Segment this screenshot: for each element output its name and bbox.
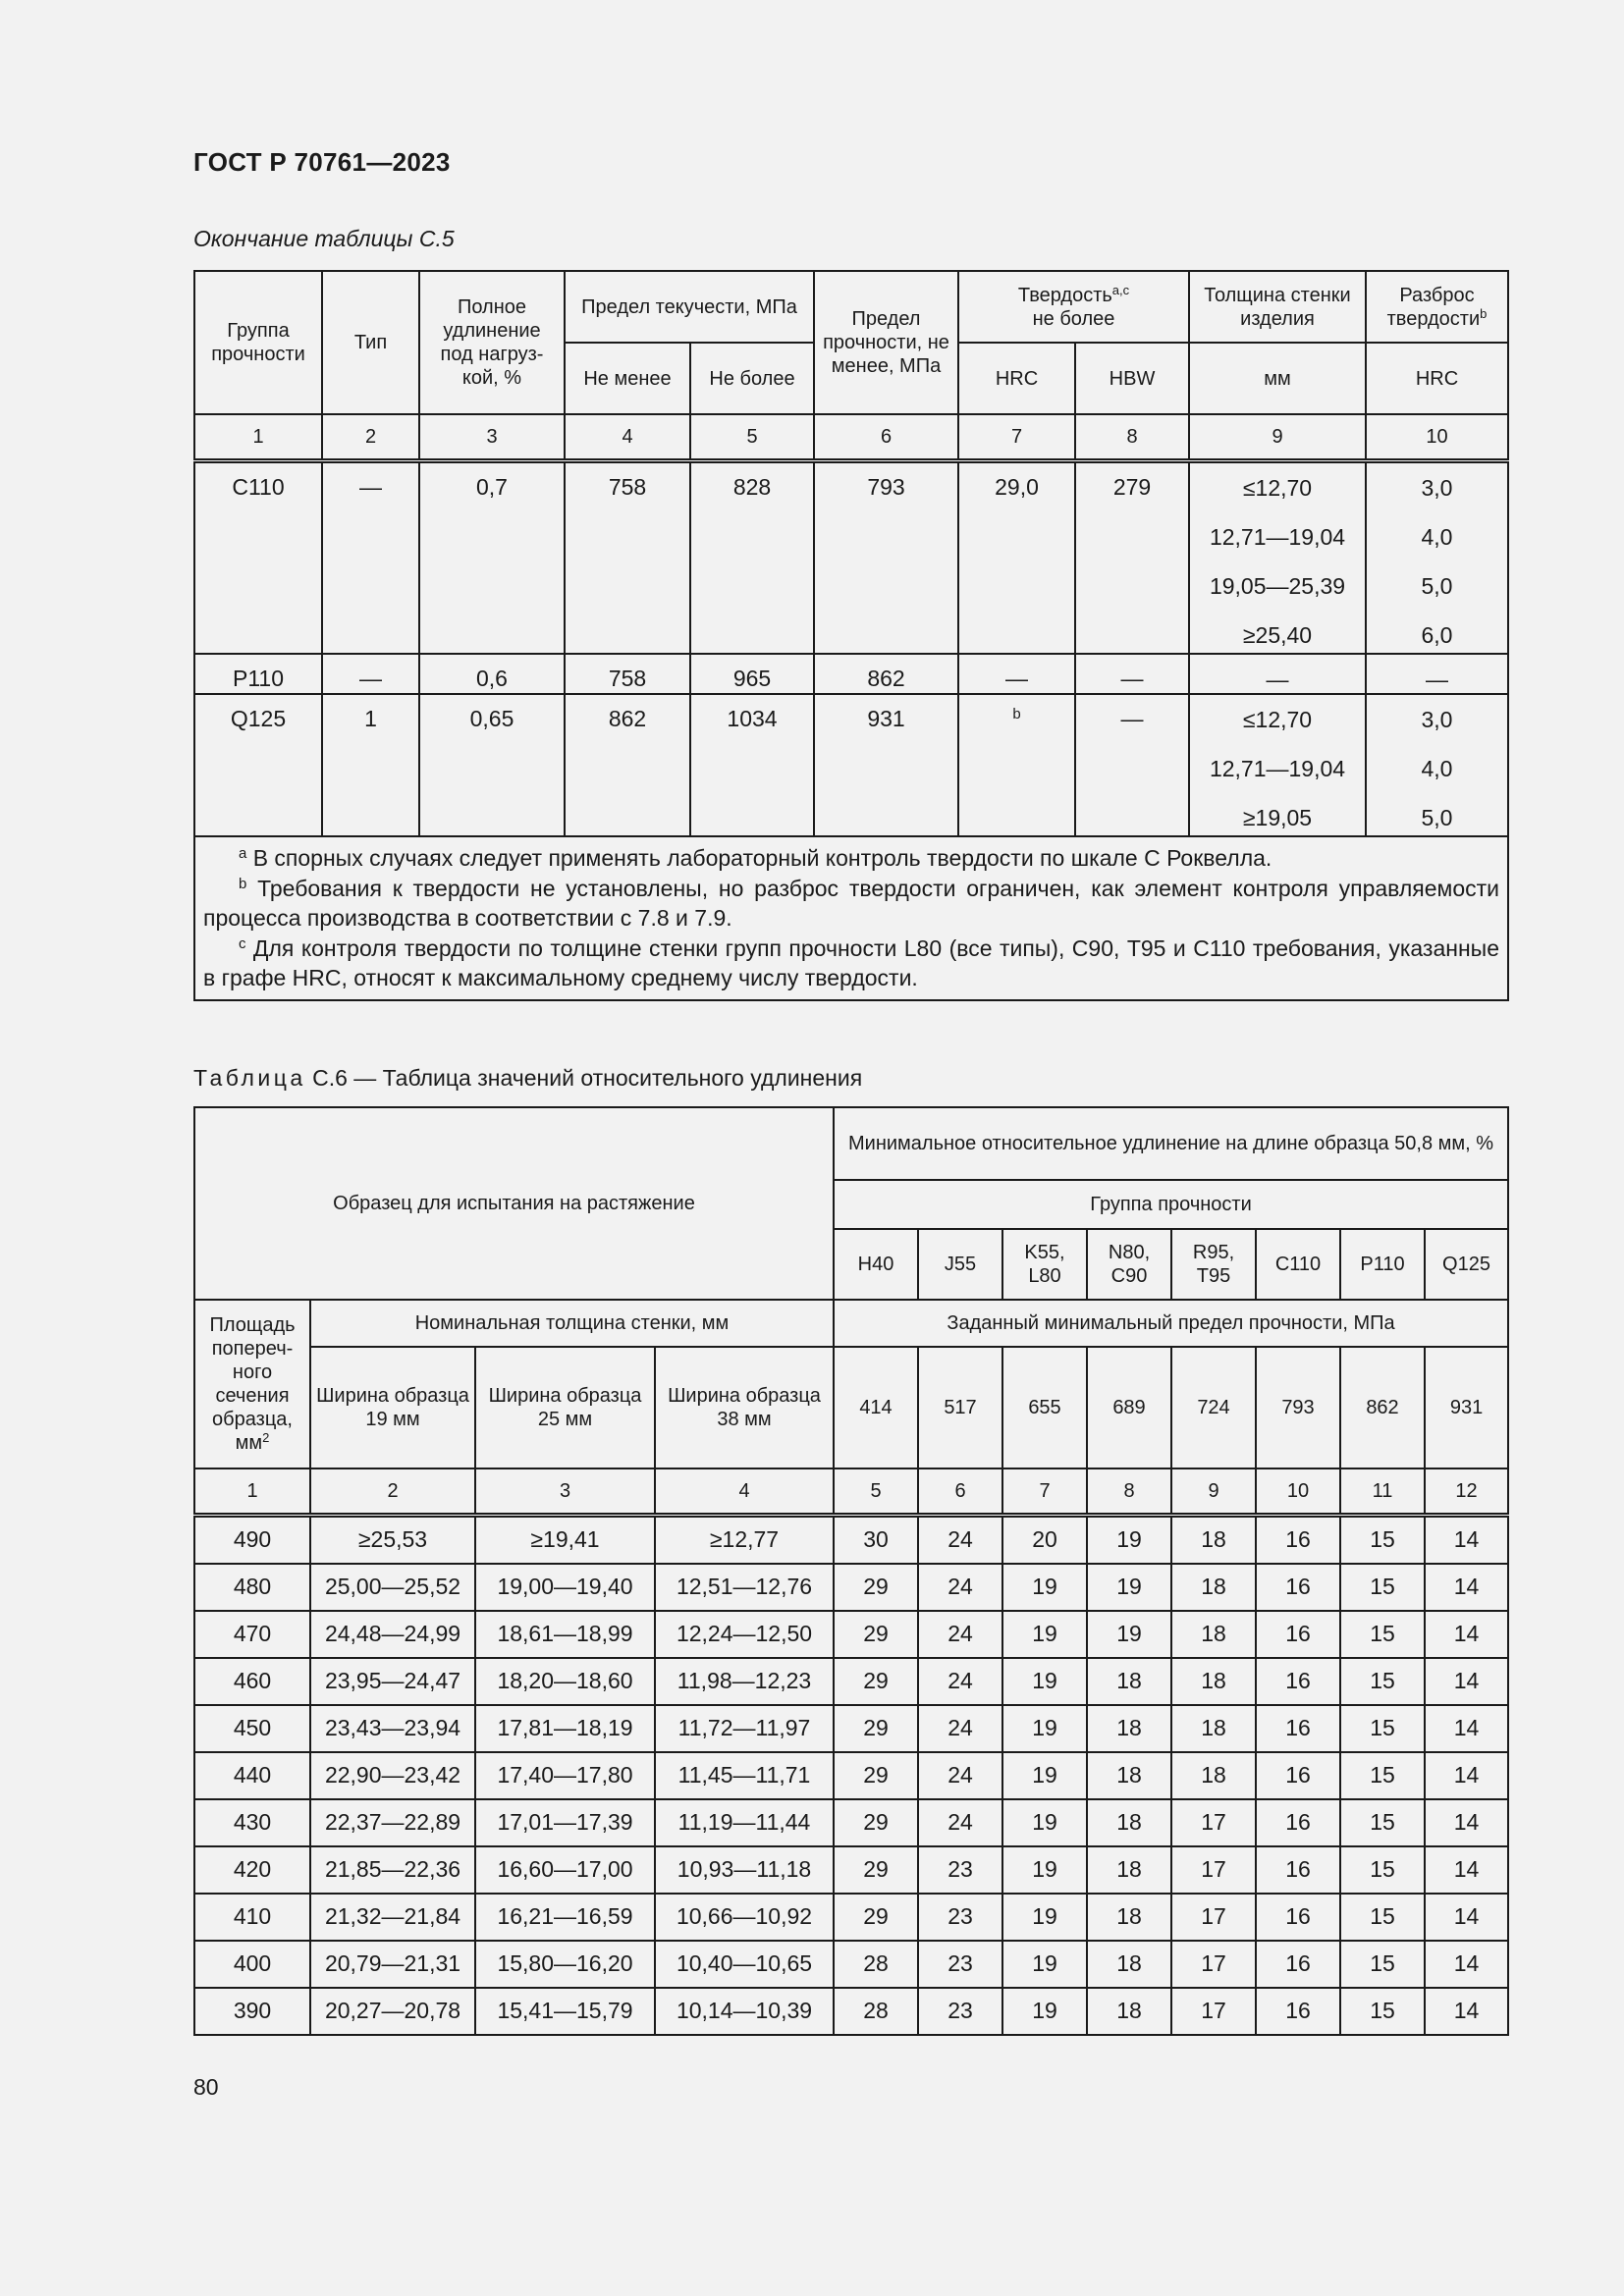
table-cell: 430: [194, 1799, 310, 1846]
table-cell: 15,41—15,79: [475, 1988, 655, 2035]
table-row: [194, 1988, 1508, 2035]
table-cell: 15: [1340, 1941, 1425, 1988]
table-cell: 18: [1171, 1705, 1256, 1752]
table-row: [194, 1894, 1508, 1941]
table-cell: 25,00—25,52: [310, 1564, 475, 1611]
t5-cell-spread: [1366, 461, 1508, 655]
table-row: [194, 1799, 1508, 1846]
t5-wall-value: 19,05—25,39: [1209, 573, 1346, 599]
table-cell: 29: [834, 1799, 918, 1846]
t6-caption-label: Таблица: [193, 1065, 306, 1091]
table-cell: 28: [834, 1941, 918, 1988]
table-cell: 28: [834, 1988, 918, 2035]
t5-wall-value: 12,71—19,04: [1209, 524, 1346, 550]
table-cell: 29: [834, 1752, 918, 1799]
t5-cell-hbw: 279: [1075, 461, 1189, 655]
t5-header-tensile: Предел прочности, не менее, МПа: [814, 271, 958, 414]
t6-tensile-value: 931: [1425, 1347, 1508, 1468]
table-cell: 15: [1340, 1894, 1425, 1941]
table-cell: 15: [1340, 1988, 1425, 2035]
t5-cell-type: —: [322, 654, 419, 694]
t5-cell-hrc: 29,0: [958, 461, 1075, 655]
t5-spread-value: 5,0: [1421, 573, 1453, 599]
table-cell: 15: [1340, 1705, 1425, 1752]
table-cell: 16: [1256, 1846, 1340, 1894]
table-cell: 18: [1087, 1988, 1171, 2035]
t6-tensile-value: 862: [1340, 1347, 1425, 1468]
table-cell: 14: [1425, 1799, 1508, 1846]
t5-colnum: 1: [194, 414, 322, 461]
t5-spread-sup: b: [1480, 305, 1488, 321]
table-cell: 15: [1340, 1846, 1425, 1894]
table-cell: 23,43—23,94: [310, 1705, 475, 1752]
table-c6: [193, 1106, 1509, 2036]
table-cell: 29: [834, 1564, 918, 1611]
t5-cell-type: 1: [322, 694, 419, 836]
table-cell: 19: [1002, 1752, 1087, 1799]
table-cell: 11,72—11,97: [655, 1705, 834, 1752]
table-cell: 11,98—12,23: [655, 1658, 834, 1705]
t5-colnum: 2: [322, 414, 419, 461]
table-cell: 12,24—12,50: [655, 1611, 834, 1658]
table-cell: 17,40—17,80: [475, 1752, 655, 1799]
table-cell: 19: [1002, 1705, 1087, 1752]
table-cell: 23: [918, 1846, 1002, 1894]
t5-footnotes: [194, 836, 1508, 1000]
t5-column-numbers: [194, 414, 1508, 461]
table-cell: 17: [1171, 1894, 1256, 1941]
table-cell: 24: [918, 1799, 1002, 1846]
table-cell: 24: [918, 1564, 1002, 1611]
table-cell: 18,20—18,60: [475, 1658, 655, 1705]
table-cell: 17: [1171, 1988, 1256, 2035]
table-cell: 29: [834, 1658, 918, 1705]
table-cell: 19: [1002, 1846, 1087, 1894]
table-cell: 15: [1340, 1658, 1425, 1705]
t5-cell-yield-max: 965: [690, 654, 814, 694]
t5-cell-group: Q125: [194, 694, 322, 836]
t5-cell-elongation: 0,7: [419, 461, 565, 655]
table-cell: 400: [194, 1941, 310, 1988]
table-cell: 19: [1002, 1941, 1087, 1988]
t6-group-label: N80, C90: [1087, 1229, 1171, 1300]
t6-colnum: 8: [1087, 1468, 1171, 1516]
table-cell: 470: [194, 1611, 310, 1658]
t5-header-spread: [1366, 271, 1508, 343]
t5-wall-value: ≤12,70: [1242, 475, 1313, 501]
t5-footnote-b: [203, 874, 1499, 934]
t5-hrc-footnote-ref: b: [1012, 705, 1021, 722]
table-cell: 19: [1087, 1564, 1171, 1611]
table-cell: 390: [194, 1988, 310, 2035]
table-cell: 15: [1340, 1752, 1425, 1799]
t6-colnum: 11: [1340, 1468, 1425, 1516]
table-cell: 18: [1087, 1799, 1171, 1846]
t5-spread-value: 6,0: [1421, 622, 1453, 648]
table-cell: 24: [918, 1705, 1002, 1752]
t6-colnum: 5: [834, 1468, 918, 1516]
table-cell: 24: [918, 1516, 1002, 1565]
table-cell: 19: [1087, 1611, 1171, 1658]
table-cell: 18: [1171, 1752, 1256, 1799]
t5-footnotes-row: [194, 836, 1508, 1000]
t6-body: [194, 1516, 1508, 2036]
table-cell: ≥19,41: [475, 1516, 655, 1565]
table-cell: 23: [918, 1941, 1002, 1988]
table-row: [194, 1516, 1508, 1565]
table-cell: 16: [1256, 1705, 1340, 1752]
t6-colnum: 1: [194, 1468, 310, 1516]
table-cell: ≥12,77: [655, 1516, 834, 1565]
t5-row-p110: [194, 654, 1508, 694]
table-c6-caption: [193, 1065, 862, 1092]
table-cell: 19: [1087, 1516, 1171, 1565]
page-number: 80: [193, 2074, 219, 2100]
table-cell: 17: [1171, 1799, 1256, 1846]
table-cell: 18: [1171, 1658, 1256, 1705]
t5-cell-tensile: 931: [814, 694, 958, 836]
t6-colnum: 9: [1171, 1468, 1256, 1516]
t5-cell-yield-min: 758: [565, 654, 690, 694]
table-cell: 460: [194, 1658, 310, 1705]
table-cell: 14: [1425, 1611, 1508, 1658]
t6-colnum: 3: [475, 1468, 655, 1516]
t6-group-label: P110: [1340, 1229, 1425, 1300]
table-cell: 14: [1425, 1658, 1508, 1705]
t5-wall-value: ≥19,05: [1242, 805, 1313, 830]
t5-cell-type: —: [322, 461, 419, 655]
table-cell: 19: [1002, 1611, 1087, 1658]
t6-header-nominal: Номинальная толщина стенки, мм: [310, 1300, 834, 1347]
table-cell: 21,85—22,36: [310, 1846, 475, 1894]
t5-footnote-c: [203, 934, 1499, 993]
table-row: [194, 1941, 1508, 1988]
table-cell: 17: [1171, 1846, 1256, 1894]
table-cell: 11,19—11,44: [655, 1799, 834, 1846]
table-cell: 14: [1425, 1564, 1508, 1611]
table-cell: 15: [1340, 1799, 1425, 1846]
t5-header-yield: Предел текучести, МПа: [565, 271, 814, 343]
table-cell: 14: [1425, 1516, 1508, 1565]
t5-wall-value: ≤12,70: [1242, 707, 1313, 732]
table-cell: 17: [1171, 1941, 1256, 1988]
table-cell: 20,79—21,31: [310, 1941, 475, 1988]
table-cell: 16: [1256, 1564, 1340, 1611]
table-row: [194, 1611, 1508, 1658]
table-cell: 16,60—17,00: [475, 1846, 655, 1894]
table-row: [194, 1658, 1508, 1705]
t6-colnum: 12: [1425, 1468, 1508, 1516]
t5-row-c110: [194, 461, 1508, 655]
table-cell: 14: [1425, 1941, 1508, 1988]
t6-tensile-value: 689: [1087, 1347, 1171, 1468]
table-cell: 20: [1002, 1516, 1087, 1565]
table-cell: 18: [1087, 1894, 1171, 1941]
t6-column-numbers: [194, 1468, 1508, 1516]
table-cell: 420: [194, 1846, 310, 1894]
t5-cell-spread: [1366, 654, 1508, 694]
table-cell: 14: [1425, 1752, 1508, 1799]
t5-cell-group: С110: [194, 461, 322, 655]
table-cell: 15: [1340, 1564, 1425, 1611]
table-cell: 16: [1256, 1516, 1340, 1565]
table-cell: 24: [918, 1752, 1002, 1799]
table-cell: 19,00—19,40: [475, 1564, 655, 1611]
t5-wall-value: 12,71—19,04: [1209, 756, 1346, 781]
t5-row-q125: [194, 694, 1508, 836]
t5-cell-tensile: 793: [814, 461, 958, 655]
table-cell: 15,80—16,20: [475, 1941, 655, 1988]
table-cell: 18: [1087, 1752, 1171, 1799]
table-cell: 18: [1087, 1658, 1171, 1705]
table-c5: [193, 270, 1509, 1001]
footnote-text: Для контроля твердости по толщине стенки групп прочности L80 (все типы), С90, Т95 и С110 требования, указанные в графе HRC, относят к максимальному среднему числу твердости.: [203, 934, 1499, 990]
table-cell: 20,27—20,78: [310, 1988, 475, 2035]
t6-header-w25: Ширина образца 25 мм: [475, 1347, 655, 1468]
t5-spread-label: Разброс твердости: [1386, 284, 1481, 330]
table-cell: 450: [194, 1705, 310, 1752]
t5-colnum: 6: [814, 414, 958, 461]
table-cell: 440: [194, 1752, 310, 1799]
t6-header-sample: Образец для испытания на растяжение: [194, 1107, 834, 1300]
t5-header-yield-min: Не менее: [565, 343, 690, 414]
footnote-text: Требования к твердости не установлены, но разброс твердости ограничен, как элемент контроля управляемости процесса производства в соответствии с 7.8 и 7.9.: [203, 875, 1499, 931]
t5-footnote-a: [203, 843, 1499, 874]
table-cell: 14: [1425, 1705, 1508, 1752]
table-cell: 29: [834, 1846, 918, 1894]
t5-spread-value: 4,0: [1421, 524, 1453, 550]
table-cell: 15: [1340, 1516, 1425, 1565]
table-cell: 480: [194, 1564, 310, 1611]
table-c5-caption: Окончание таблицы С.5: [193, 226, 455, 251]
t5-header-type: Тип: [322, 271, 419, 414]
t6-tensile-value: 414: [834, 1347, 918, 1468]
t5-cell-hrc: —: [958, 654, 1075, 694]
table-cell: 14: [1425, 1846, 1508, 1894]
t5-spread-value: 3,0: [1421, 475, 1453, 501]
t5-header-wall-unit: мм: [1189, 343, 1366, 414]
table-cell: 19: [1002, 1658, 1087, 1705]
t5-cell-yield-max: 828: [690, 461, 814, 655]
t6-tensile-value: 655: [1002, 1347, 1087, 1468]
t5-cell-elongation: 0,6: [419, 654, 565, 694]
t5-hardness-note: не более: [1032, 307, 1115, 330]
table-row: [194, 1752, 1508, 1799]
t5-spread-value: 4,0: [1421, 756, 1453, 781]
t6-colnum: 10: [1256, 1468, 1340, 1516]
t6-area-sup: 2: [262, 1429, 270, 1445]
table-cell: 17,01—17,39: [475, 1799, 655, 1846]
table-cell: 23,95—24,47: [310, 1658, 475, 1705]
t6-tensile-value: 517: [918, 1347, 1002, 1468]
table-cell: 10,66—10,92: [655, 1894, 834, 1941]
t6-colnum: 4: [655, 1468, 834, 1516]
table-cell: 16: [1256, 1611, 1340, 1658]
footnote-mark: b: [239, 875, 247, 892]
t5-spread-value: 5,0: [1421, 805, 1453, 830]
table-cell: 10,40—10,65: [655, 1941, 834, 1988]
t6-tensile-value: 724: [1171, 1347, 1256, 1468]
table-cell: 18: [1087, 1846, 1171, 1894]
table-cell: 16: [1256, 1799, 1340, 1846]
table-cell: 10,93—11,18: [655, 1846, 834, 1894]
table-cell: 19: [1002, 1799, 1087, 1846]
footnote-mark: a: [239, 844, 247, 862]
t5-header-elongation: Полное удлинение под нагруз-кой, %: [419, 271, 565, 414]
t6-group-label: K55, L80: [1002, 1229, 1087, 1300]
table-cell: 18: [1171, 1516, 1256, 1565]
table-cell: 18: [1171, 1611, 1256, 1658]
table-cell: 18: [1087, 1941, 1171, 1988]
table-cell: 18,61—18,99: [475, 1611, 655, 1658]
table-cell: 22,90—23,42: [310, 1752, 475, 1799]
t6-area-label: Площадь попереч-ного сечения образца, мм: [209, 1314, 296, 1454]
table-row: [194, 1846, 1508, 1894]
t6-colnum: 6: [918, 1468, 1002, 1516]
table-cell: 19: [1002, 1894, 1087, 1941]
t5-hardness-label: Твердость: [1017, 284, 1112, 306]
t6-header-area: [194, 1300, 310, 1468]
table-row: [194, 1705, 1508, 1752]
table-cell: 15: [1340, 1611, 1425, 1658]
footnote-mark: c: [239, 934, 246, 952]
table-cell: 23: [918, 1988, 1002, 2035]
t6-header-min-elong: Минимальное относительное удлинение на длине образца 50,8 мм, %: [834, 1107, 1508, 1180]
t5-header-hardness: [958, 271, 1189, 343]
t5-cell-yield-min: 758: [565, 461, 690, 655]
table-cell: 29: [834, 1611, 918, 1658]
table-cell: 16: [1256, 1752, 1340, 1799]
table-cell: 24: [918, 1611, 1002, 1658]
footnote-text: В спорных случаях следует применять лабораторный контроль твердости по шкале С Роквелла.: [252, 845, 1272, 871]
t6-colnum: 2: [310, 1468, 475, 1516]
table-cell: 16: [1256, 1941, 1340, 1988]
table-cell: 29: [834, 1894, 918, 1941]
table-cell: 18: [1087, 1705, 1171, 1752]
t6-header-tensile: Заданный минимальный предел прочности, МПа: [834, 1300, 1508, 1347]
t5-header-hrc: HRC: [958, 343, 1075, 414]
t6-group-label: Q125: [1425, 1229, 1508, 1300]
t5-colnum: 7: [958, 414, 1075, 461]
t6-caption-text: С.6 — Таблица значений относительного удлинения: [312, 1065, 863, 1091]
table-cell: 490: [194, 1516, 310, 1565]
t6-header-w19: Ширина образца 19 мм: [310, 1347, 475, 1468]
t5-cell-elongation: 0,65: [419, 694, 565, 836]
document-title: ГОСТ Р 70761—2023: [193, 147, 451, 177]
table-cell: 17,81—18,19: [475, 1705, 655, 1752]
t5-colnum: 8: [1075, 414, 1189, 461]
t5-cell-hrc: [958, 694, 1075, 836]
table-cell: 14: [1425, 1988, 1508, 2035]
t6-colnum: 7: [1002, 1468, 1087, 1516]
t6-group-label: R95, T95: [1171, 1229, 1256, 1300]
table-cell: 21,32—21,84: [310, 1894, 475, 1941]
table-cell: 16: [1256, 1658, 1340, 1705]
table-cell: 29: [834, 1705, 918, 1752]
t6-group-label: J55: [918, 1229, 1002, 1300]
t5-cell-spread: [1366, 694, 1508, 836]
t5-cell-group: Р110: [194, 654, 322, 694]
table-cell: 22,37—22,89: [310, 1799, 475, 1846]
table-cell: 410: [194, 1894, 310, 1941]
t5-header-wall: Толщина стенки изделия: [1189, 271, 1366, 343]
table-cell: ≥25,53: [310, 1516, 475, 1565]
table-cell: 24,48—24,99: [310, 1611, 475, 1658]
table-cell: 19: [1002, 1988, 1087, 2035]
table-cell: 16: [1256, 1988, 1340, 2035]
table-cell: 30: [834, 1516, 918, 1565]
t5-header-yield-max: Не более: [690, 343, 814, 414]
t5-wall-value: ≥25,40: [1242, 622, 1313, 648]
table-cell: 14: [1425, 1894, 1508, 1941]
t6-group-label: C110: [1256, 1229, 1340, 1300]
t5-colnum: 3: [419, 414, 565, 461]
t5-cell-wall: [1189, 694, 1366, 836]
table-cell: 24: [918, 1658, 1002, 1705]
t5-header-group: Группа прочности: [194, 271, 322, 414]
t5-spread-value: 3,0: [1421, 707, 1453, 732]
t5-colnum: 10: [1366, 414, 1508, 461]
t6-tensile-value: 793: [1256, 1347, 1340, 1468]
t5-wall-value: —: [1266, 667, 1289, 692]
t6-header-group: Группа прочности: [834, 1180, 1508, 1229]
t5-colnum: 9: [1189, 414, 1366, 461]
table-cell: 18: [1171, 1564, 1256, 1611]
table-cell: 16: [1256, 1894, 1340, 1941]
t5-cell-wall: [1189, 654, 1366, 694]
t5-cell-yield-min: 862: [565, 694, 690, 836]
table-cell: 10,14—10,39: [655, 1988, 834, 2035]
t5-spread-value: —: [1426, 667, 1448, 692]
t6-group-label: Н40: [834, 1229, 918, 1300]
t5-header-hbw: HBW: [1075, 343, 1189, 414]
table-cell: 19: [1002, 1564, 1087, 1611]
t5-colnum: 4: [565, 414, 690, 461]
table-cell: 11,45—11,71: [655, 1752, 834, 1799]
t5-colnum: 5: [690, 414, 814, 461]
t5-cell-hbw: —: [1075, 694, 1189, 836]
table-row: [194, 1564, 1508, 1611]
t6-header-w38: Ширина образца 38 мм: [655, 1347, 834, 1468]
t5-cell-wall: [1189, 461, 1366, 655]
table-cell: 16,21—16,59: [475, 1894, 655, 1941]
table-cell: 23: [918, 1894, 1002, 1941]
table-cell: 12,51—12,76: [655, 1564, 834, 1611]
t5-hardness-sup: a,c: [1111, 282, 1130, 297]
t5-header-spread-unit: HRC: [1366, 343, 1508, 414]
t5-cell-tensile: 862: [814, 654, 958, 694]
t5-cell-yield-max: 1034: [690, 694, 814, 836]
t5-cell-hbw: —: [1075, 654, 1189, 694]
